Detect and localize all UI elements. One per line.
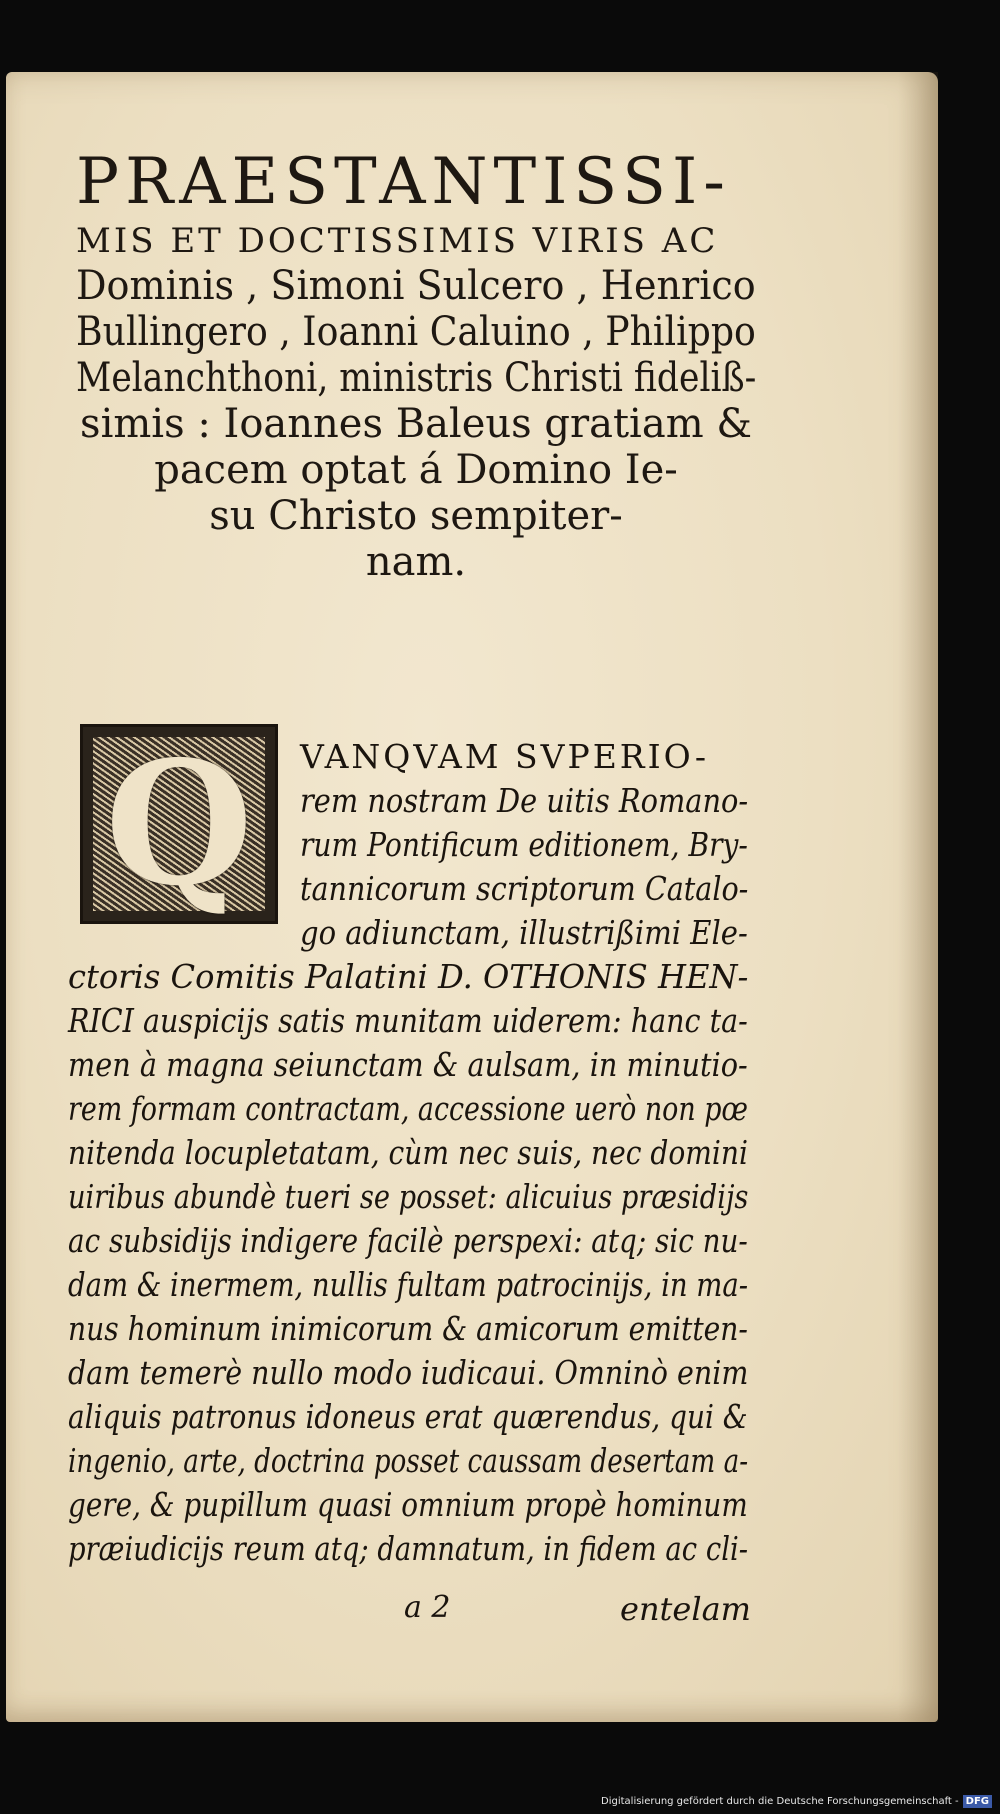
heading-line-8: su Christo sempiter- <box>209 493 623 539</box>
body-line: ac subsidijs indigere facilè perspexi: atq; sic nu- <box>68 1221 748 1260</box>
catchword: entelam <box>620 1590 751 1628</box>
page-edge-shadow <box>898 72 938 1722</box>
body-line: gere, & pupillum quasi omnium propè hominum <box>68 1485 748 1524</box>
body-line: go adiunctam, illustrißimi Ele- <box>300 913 748 952</box>
body-line: VANQVAM SVPERIO- <box>300 737 710 776</box>
body-line: aliquis patronus idoneus erat quærendus, qui & <box>68 1397 748 1436</box>
signature-mark: a 2 <box>404 1590 451 1625</box>
heading-line-6: simis : Ioannes Baleus gratiam & <box>80 401 752 447</box>
body-line: præiudicijs reum atq; damnatum, in fidem ac cli- <box>68 1529 749 1568</box>
body-line: rem nostram De uitis Romano- <box>300 781 749 820</box>
heading-line-5: Melanchthoni, ministris Christi fideliß- <box>76 355 757 401</box>
body-line: rum Pontificum editionem, Bry- <box>300 825 748 864</box>
heading-line-2: MIS ET DOCTISSIMIS VIRIS AC <box>76 221 719 261</box>
heading-line-3: Dominis , Simoni Sulcero , Henrico <box>76 263 756 309</box>
book-page <box>6 72 938 1722</box>
body-line: nitenda locupletatam, cùm nec suis, nec domini <box>68 1133 748 1172</box>
credit-text: Digitalisierung gefördert durch die Deutsche Forschungsgemeinschaft - <box>601 1795 959 1807</box>
body-line: nus hominum inimicorum & amicorum emitten- <box>68 1309 748 1348</box>
body-line: tannicorum scriptorum Catalo- <box>300 869 749 908</box>
dfg-logo: DFG <box>963 1795 992 1808</box>
heading-line-9: nam. <box>365 539 467 585</box>
body-line: RICI auspicijs satis munitam uiderem: hanc ta- <box>68 1001 748 1040</box>
digitization-credit <box>601 1792 992 1810</box>
body-line: rem formam contractam, accessione uerò non pœ <box>68 1089 748 1128</box>
body-line: ctoris Comitis Palatini D. OTHONIS HEN- <box>68 957 749 996</box>
body-line: ingenio, arte, doctrina posset caussam desertam a- <box>68 1441 749 1480</box>
initial-letter: Q <box>104 724 254 924</box>
dedication-heading <box>76 145 757 588</box>
body-line: dam temerè nullo modo iudicaui. Omninò enim <box>68 1353 749 1392</box>
body-line: dam & inermem, nullis fultam patrocinijs, in ma- <box>68 1265 749 1304</box>
heading-line-7: pacem optat á Domino Ie- <box>154 447 678 493</box>
body-line: uiribus abundè tueri se posset: alicuius præsidijs <box>68 1177 749 1216</box>
body-line: men à magna seiunctam & aulsam, in minutio- <box>68 1045 748 1084</box>
decorated-initial <box>80 724 278 924</box>
heading-line-4: Bullingero , Ioanni Caluino , Philippo <box>76 309 756 355</box>
heading-line-1: PRAESTANTISSI- <box>76 145 731 219</box>
